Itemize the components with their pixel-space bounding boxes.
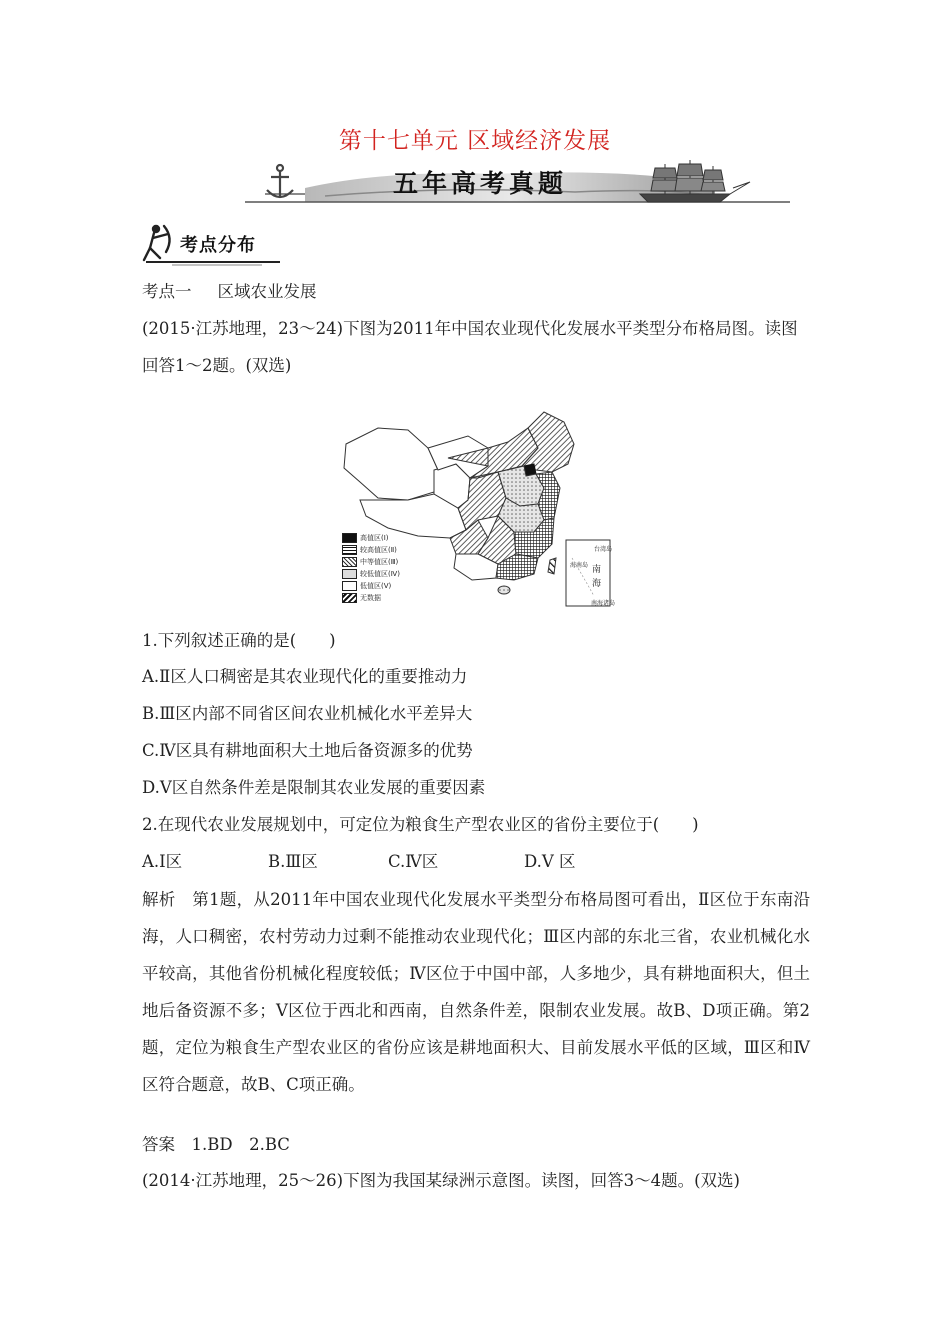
ship-icon	[640, 160, 750, 202]
q1-option-a: A.Ⅱ区人口稠密是其农业现代化的重要推动力	[142, 667, 468, 686]
unit-title: 第十七单元 区域经济发展	[338, 128, 612, 154]
legend-item: 较高值区(Ⅱ)	[342, 544, 400, 555]
q2-option-d: D.Ⅴ 区	[524, 852, 576, 871]
legend-item: 中等值区(Ⅲ)	[342, 556, 400, 567]
anchor-icon	[265, 165, 305, 198]
archer-icon	[144, 226, 170, 260]
map-legend	[342, 532, 400, 604]
legend-item: 低值区(Ⅴ)	[342, 580, 400, 591]
q1-option-c: C.Ⅳ区具有耕地面积大土地后备资源多的优势	[142, 741, 473, 760]
q2-option-a: A.Ⅰ区	[142, 852, 183, 871]
legend-item: 较低值区(Ⅳ)	[342, 568, 400, 579]
q12-intro-line2: 回答1～2题。(双选)	[142, 356, 292, 375]
banner-title: 五年高考真题	[392, 169, 567, 198]
q12-intro-line1: (2015·江苏地理，23～24)下图为2011年中国农业现代化发展水平类型分布格局图。读图	[142, 319, 798, 338]
answer-text: 答案 1.BD 2.BC	[142, 1135, 290, 1154]
section-heading: 考点分布	[180, 235, 256, 256]
topic-name: 区域农业发展	[217, 282, 317, 301]
q1-stem: 1.下列叙述正确的是( )	[142, 631, 336, 650]
topic-label: 考点一	[142, 282, 192, 301]
inset-label-hainan: 海南岛	[570, 562, 589, 569]
topic-line	[142, 281, 317, 303]
q2-stem: 2.在现代农业发展规划中，可定位为粮食生产型农业区的省份主要位于( )	[142, 815, 699, 834]
q1-option-b: B.Ⅲ区内部不同省区间农业机械化水平差异大	[142, 704, 473, 723]
q2-option-c: C.Ⅳ区	[388, 852, 439, 871]
analysis-text: 解析 第1题，从2011年中国农业现代化发展水平类型分布格局图可看出，Ⅱ区位于东南沿海，人口稠密，农村劳动力过剩不能推动农业现代化；Ⅲ区内部的东北三省，农业机械化水平较高，其他省份机械化程度较低；Ⅳ区位于中国中部，人多地少，具有耕地面积大，但土地后备资源不多；Ⅴ区位于西北和西南，自然条件差，限制农业发展。故B、D项正确。第2题，定位为粮食生产型农业区的省份应该是耕地面积大、目前发展水平低的区域，Ⅲ区和Ⅳ区符合题意，故B、C项正确。	[142, 890, 810, 1094]
inset-label-hai: 海	[592, 579, 602, 589]
inset-label-nanhai-islands: 南海诸岛	[591, 600, 616, 607]
q1-option-d: D.Ⅴ区自然条件差是限制其农业发展的重要因素	[142, 778, 486, 797]
legend-item: 高值区(Ⅰ)	[342, 532, 400, 543]
q34-intro: (2014·江苏地理，25～26)下图为我国某绿洲示意图。读图，回答3～4题。(双选)	[142, 1171, 740, 1190]
legend-item: 无数据	[342, 592, 400, 603]
q2-option-b: B.Ⅲ区	[268, 852, 318, 871]
inset-label-nan: 南	[592, 565, 602, 575]
inset-label-taiwan: 台湾岛	[594, 546, 613, 553]
